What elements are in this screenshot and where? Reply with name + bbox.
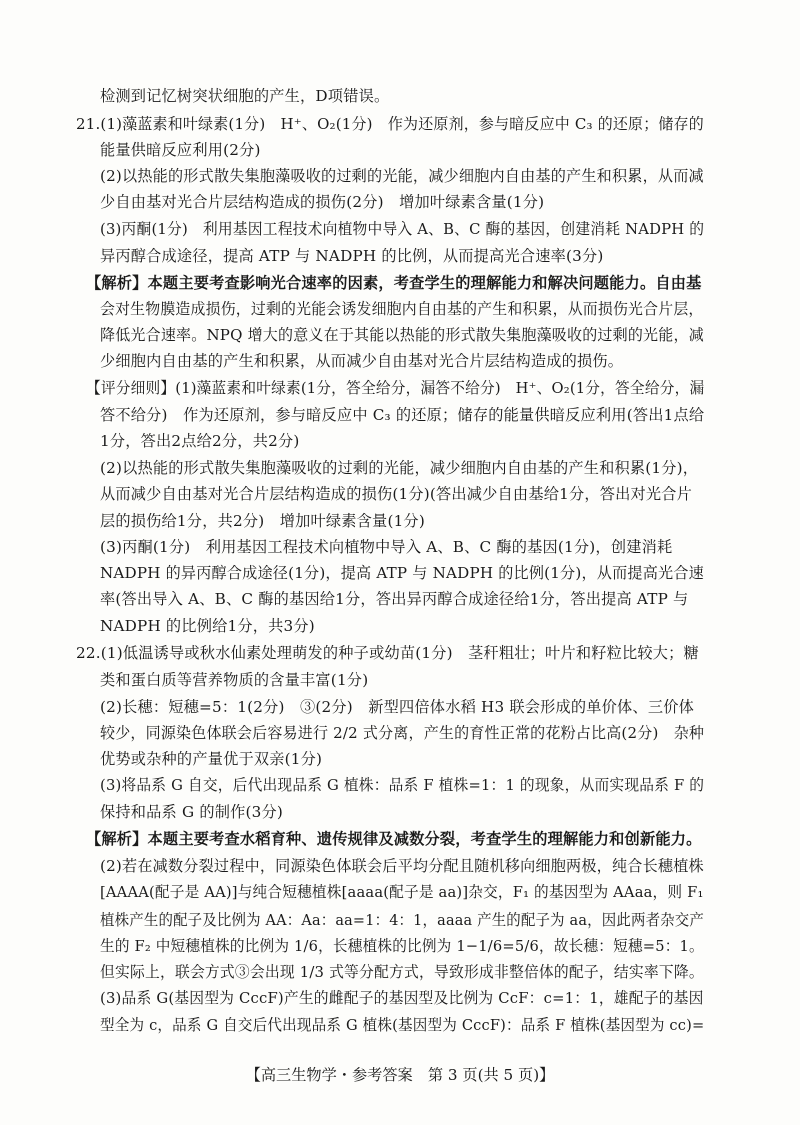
text-line: (2)以热能的形式散失集胞藻吸收的过剩的光能，减少细胞内自由基的产生和积累，从而减 <box>100 167 704 185</box>
text-line: (2)若在减数分裂过程中，同源染色体联会后平均分配且随机移向细胞两极，纯合长穗植株 <box>100 857 704 875</box>
text-line: 生的 F₂ 中短穗植株的比例为 1/6，长穗植株的比例为 1−1/6=5/6，故长穗：短穗=5：1。 <box>100 937 704 955</box>
text-line: 21.(1)藻蓝素和叶绿素(1分) H⁺、O₂(1分) 作为还原剂，参与暗反应中 C₃ 的还原；储存的 <box>76 115 704 133</box>
text-line: 【解析】本题主要考查影响光合速率的因素，考查学生的理解能力和解决问题能力。自由基 <box>86 274 702 292</box>
text-line: (3)丙酮(1分) 利用基因工程技术向植物中导入 A、B、C 酶的基因，创建消耗 NADPH 的 <box>100 220 705 238</box>
text-line: 率(答出导入 A、B、C 酶的基因给1分，答出异丙醇合成途径给1分，答出提高 ATP 与 <box>100 590 689 608</box>
text-line: 少自由基对光合片层结构造成的损伤(2分) 增加叶绿素含量(1分) <box>100 193 545 211</box>
text-line: (3)品系 G(基因型为 CccF)产生的雌配子的基因型及比例为 CcF：c=1：1，雄配子的基因 <box>100 989 704 1007</box>
text-line: 较少，同源染色体联会后容易进行 2/2 式分离，产生的育性正常的花粉占比高(2分) 杂种 <box>100 724 705 742</box>
text-line: [AAAA(配子是 AA)]与纯合短穗植株[aaaa(配子是 aa)]杂交，F₁ 的基因型为 AAaa，则 F₁ <box>100 883 704 901</box>
text-line: (3)丙酮(1分) 利用基因工程技术向植物中导入 A、B、C 酶的基因(1分)，创建消耗 <box>100 538 673 556</box>
text-line: 22.(1)低温诱导或秋水仙素处理萌发的种子或幼苗(1分) 茎秆粗壮；叶片和籽粒比较大；糖 <box>76 644 699 662</box>
text-line: NADPH 的比例给1分，共3分) <box>100 617 315 635</box>
text-line: (2)长穗：短穗=5：1(2分) ③(2分) 新型四倍体水稻 H3 联会形成的单价体、三价体 <box>100 698 694 716</box>
text-line: 会对生物膜造成损伤，过剩的光能会诱发细胞内自由基的产生和积累，从而损伤光合片层， <box>100 300 704 318</box>
text-line: 检测到记忆树突状细胞的产生，D项错误。 <box>100 87 390 105</box>
text-line: NADPH 的异丙醇合成途径(1分)，提高 ATP 与 NADPH 的比例(1分)，从而提高光合速 <box>100 564 704 582</box>
text-line: 【评分细则】(1)藻蓝素和叶绿素(1分，答全给分，漏答不给分) H⁺、O₂(1分，答全给分，漏 <box>86 379 705 397</box>
text-line: 植株产生的配子及比例为 AA：Aa：aa=1：4：1，aaaa 产生的配子为 aa，因此两者杂交产 <box>100 911 705 929</box>
text-line: (3)将品系 G 自交，后代出现品系 G 植株：品系 F 植株=1：1 的现象，从而实现品系 F 的 <box>100 776 705 794</box>
text-line: 型全为 c，品系 G 自交后代出现品系 G 植株(基因型为 CccF)：品系 F 植株(基因型为 cc)= <box>100 1016 705 1034</box>
text-line: (2)以热能的形式散失集胞藻吸收的过剩的光能，减少细胞内自由基的产生和积累(1分)， <box>100 459 699 477</box>
text-line: 异丙醇合成途径，提高 ATP 与 NADPH 的比例，从而提高光合速率(3分) <box>100 247 604 265</box>
text-line: 1分，答出2点给2分，共2分) <box>100 432 300 450</box>
text-line: 保持和品系 G 的制作(3分) <box>100 803 283 821</box>
text-line: 从而减少自由基对光合片层结构造成的损伤(1分)(答出减少自由基给1分，答出对光合片 <box>100 485 693 503</box>
text-line: 类和蛋白质等营养物质的含量丰富(1分) <box>100 671 369 689</box>
text-line: 能量供暗反应利用(2分) <box>100 141 261 159</box>
text-line: 层的损伤给1分，共2分) 增加叶绿素含量(1分) <box>100 512 425 530</box>
text-line: 答不给分) 作为还原剂，参与暗反应中 C₃ 的还原；储存的能量供暗反应利用(答出1点给 <box>100 406 705 424</box>
text-line: 【解析】本题主要考查水稻育种、遗传规律及减数分裂，考查学生的理解能力和创新能力。 <box>86 830 702 848</box>
page-footer: 【高三生物学・参考答案 第 3 页(共 5 页)】 <box>245 1066 555 1084</box>
text-line: 少细胞内自由基的产生和积累，从而减少自由基对光合片层结构造成的损伤。 <box>100 352 624 370</box>
text-line: 降低光合速率。NPQ 增大的意义在于其能以热能的形式散失集胞藻吸收的过剩的光能，减 <box>100 326 704 344</box>
text-line: 优势或杂种的产量优于双亲(1分) <box>100 750 323 768</box>
text-line: 但实际上，联会方式③会出现 1/3 式等分配方式，导致形成非整倍体的配子，结实率下降。 <box>100 963 704 981</box>
